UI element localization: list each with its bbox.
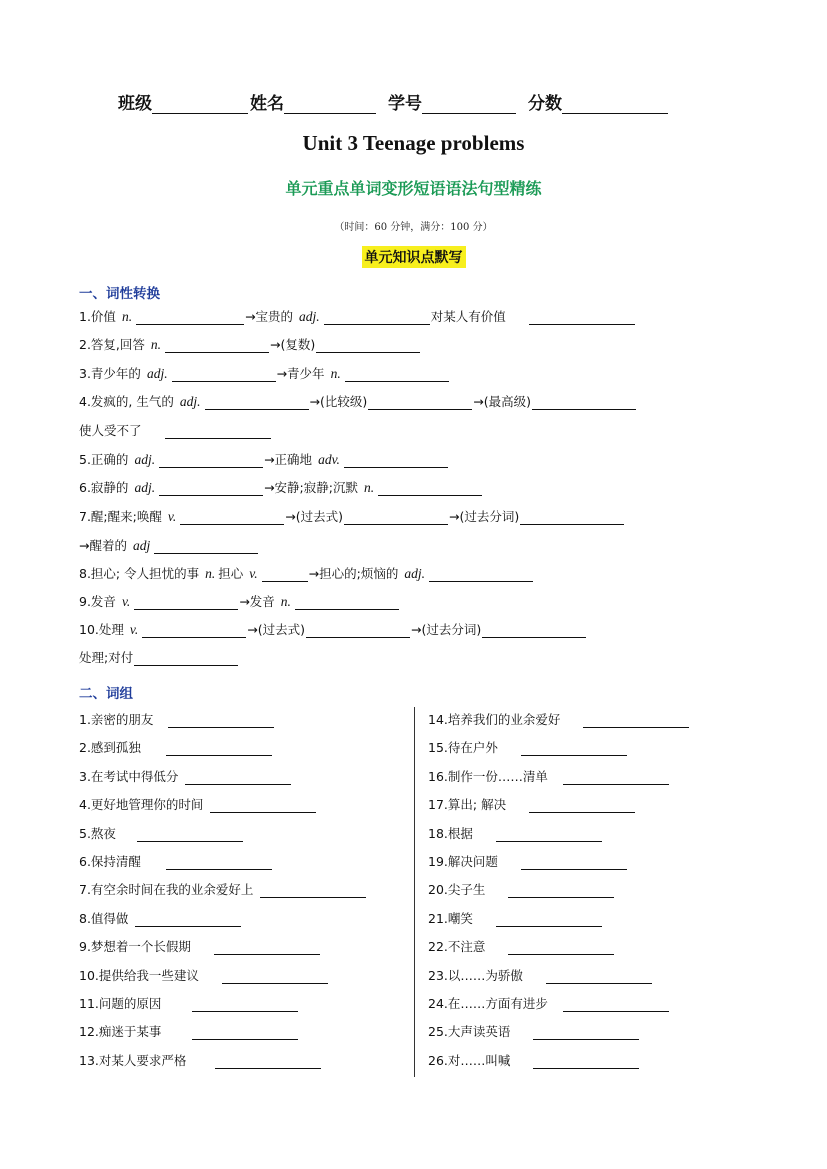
answer-blank[interactable]	[165, 338, 269, 353]
answer-blank[interactable]	[166, 741, 272, 756]
answer-blank[interactable]	[508, 940, 614, 955]
line-text: →青少年	[276, 366, 325, 381]
pos-tag: adj.	[134, 452, 156, 467]
phrase-item	[79, 736, 273, 756]
pos-tag: adj.	[146, 366, 168, 381]
student-info-row	[118, 89, 670, 114]
line-text: →(过去分词)	[411, 622, 482, 637]
line-text: →(过去式)	[247, 622, 305, 637]
answer-blank[interactable]	[142, 623, 246, 638]
phrase-text: 3.在考试中得低分	[79, 768, 179, 784]
student-number-label: 学号	[388, 94, 422, 114]
phrase-text: 6.保持清醒	[79, 854, 141, 869]
phrase-text: 22.不注意	[428, 939, 486, 955]
answer-blank[interactable]	[215, 1054, 321, 1069]
answer-blank[interactable]	[260, 883, 366, 898]
answer-blank[interactable]	[154, 539, 258, 554]
pos-tag: v.	[121, 594, 131, 609]
phrase-text: 5.熬夜	[79, 825, 116, 841]
phrase-item	[79, 1020, 299, 1040]
line-text: →(最高级)	[473, 394, 531, 409]
phrase-item	[428, 822, 603, 842]
pos-tag: v.	[249, 566, 258, 581]
phrase-text: 4.更好地管理你的时间	[79, 797, 204, 813]
answer-blank[interactable]	[185, 770, 291, 785]
answer-blank[interactable]	[159, 481, 263, 496]
phrase-item	[428, 935, 615, 955]
page-title: Unit 3 Teenage problems	[302, 131, 525, 155]
phrase-text: 26.对……叫喊	[428, 1052, 511, 1068]
pos-tag: adj	[132, 538, 151, 553]
answer-blank[interactable]	[529, 798, 635, 813]
line-text: →(过去式)	[285, 509, 343, 524]
phrase-text: 9.梦想着一个长假期	[79, 939, 191, 955]
answer-blank[interactable]	[583, 713, 689, 728]
word-form-line-3	[79, 362, 450, 382]
answer-blank[interactable]	[165, 424, 271, 439]
score-blank[interactable]	[562, 95, 668, 114]
student-number-blank[interactable]	[422, 95, 516, 114]
answer-blank[interactable]	[482, 623, 586, 638]
phrase-text: 1.亲密的朋友	[79, 712, 154, 727]
line-text: 对某人有价值	[430, 309, 506, 324]
section-banner-label: 单元知识点默写	[362, 246, 466, 268]
phrase-item	[79, 992, 299, 1012]
phrase-text: 18.根据	[428, 825, 473, 841]
word-form-line-4	[79, 390, 637, 410]
word-form-line-7b	[79, 534, 259, 554]
answer-blank[interactable]	[429, 567, 533, 582]
answer-blank[interactable]	[344, 510, 448, 525]
word-form-line-7	[79, 505, 625, 525]
phrase-text: 24.在……方面有进步	[428, 996, 548, 1011]
section-banner	[0, 246, 827, 268]
word-form-line-10	[79, 618, 587, 638]
answer-blank[interactable]	[306, 623, 410, 638]
phrase-text: 12.痴迷于某事	[79, 1024, 162, 1040]
section-word-forms-heading: 一、词性转换	[79, 286, 160, 302]
answer-blank[interactable]	[316, 338, 420, 353]
phrase-text: 20.尖子生	[428, 882, 486, 898]
phrase-text: 19.解决问题	[428, 854, 498, 869]
line-text: →(复数)	[270, 337, 316, 352]
answer-blank[interactable]	[205, 395, 309, 410]
phrase-item	[428, 992, 670, 1012]
phrase-text: 16.制作一份……清单	[428, 768, 548, 784]
phrase-text: 8.值得做	[79, 910, 129, 926]
name-field	[250, 89, 388, 114]
phrase-text: 10.提供给我一些建议	[79, 967, 199, 983]
phrase-item	[79, 878, 367, 898]
pos-tag: n.	[121, 309, 133, 324]
answer-blank[interactable]	[180, 510, 284, 525]
line-text: →安静;寂静;沉默	[264, 480, 358, 495]
phrase-item	[79, 935, 321, 955]
phrase-text: 15.待在户外	[428, 740, 498, 756]
line-text: →发音	[239, 594, 275, 609]
phrase-item	[428, 793, 636, 813]
answer-blank[interactable]	[378, 481, 482, 496]
phrase-item	[79, 850, 273, 870]
phrase-item	[428, 850, 628, 870]
pos-tag: adj.	[134, 480, 156, 495]
answer-blank[interactable]	[134, 595, 238, 610]
answer-blank[interactable]	[262, 567, 308, 582]
phrase-item	[79, 793, 317, 813]
answer-blank[interactable]	[344, 453, 448, 468]
pos-tag: adj.	[179, 394, 201, 409]
line-text: 使人受不了	[79, 423, 142, 438]
answer-blank[interactable]	[159, 453, 263, 468]
line-text: 6.寂静的	[79, 480, 129, 495]
phrase-text: 25.大声读英语	[428, 1024, 511, 1040]
answer-blank[interactable]	[533, 1054, 639, 1069]
class-blank[interactable]	[152, 95, 248, 114]
answer-blank[interactable]	[214, 940, 320, 955]
line-text: 4.发疯的, 生气的	[79, 394, 174, 409]
line-text: 3.青少年的	[79, 366, 141, 381]
score-field	[528, 89, 670, 114]
student-number-field	[388, 89, 528, 114]
class-field	[118, 89, 250, 114]
answer-blank[interactable]	[520, 510, 624, 525]
word-form-line-2	[79, 333, 421, 353]
section-phrases-heading: 二、词组	[79, 686, 133, 702]
phrase-text: 14.培养我们的业余爱好	[428, 712, 561, 727]
line-text: →(比较级)	[309, 394, 368, 409]
line-text: 7.醒;醒来;唤醒	[79, 509, 162, 524]
answer-blank[interactable]	[529, 310, 635, 325]
pos-tag: n.	[330, 366, 341, 381]
answer-blank[interactable]	[533, 1025, 639, 1040]
word-form-line-9	[79, 590, 400, 610]
line-text: 10.处理	[79, 622, 124, 637]
phrase-item	[428, 765, 670, 785]
phrase-item	[79, 708, 275, 728]
answer-blank[interactable]	[136, 310, 244, 325]
line-text: →担心的;烦恼的	[308, 566, 399, 581]
phrase-text: 11.问题的原因	[79, 996, 162, 1011]
line-text: →宝贵的	[245, 309, 294, 324]
word-form-line-6	[79, 476, 483, 496]
answer-blank[interactable]	[508, 883, 614, 898]
answer-blank[interactable]	[563, 770, 669, 785]
phrase-item	[428, 907, 603, 927]
phrase-item	[428, 964, 653, 984]
answer-blank[interactable]	[324, 310, 430, 325]
phrase-item	[79, 765, 292, 785]
name-label: 姓名	[250, 94, 284, 114]
phrase-item	[79, 1049, 322, 1069]
pos-tag: n.	[150, 337, 162, 352]
phrase-item	[428, 708, 690, 728]
phrase-text: 7.有空余时间在我的业余爱好上	[79, 882, 254, 898]
answer-blank[interactable]	[521, 855, 627, 870]
phrase-item	[79, 907, 242, 927]
answer-blank[interactable]	[345, 367, 449, 382]
answer-blank[interactable]	[496, 912, 602, 927]
answer-blank[interactable]	[222, 969, 328, 984]
line-text: →醒着的	[79, 538, 127, 553]
phrase-item	[428, 1049, 640, 1069]
line-text: →正确地	[264, 452, 313, 467]
line-text: 1.价值	[79, 309, 116, 324]
line-text: →(过去分词)	[448, 509, 520, 524]
pos-tag: n.	[205, 566, 216, 581]
pos-tag: n.	[280, 594, 291, 609]
answer-blank[interactable]	[532, 395, 636, 410]
word-form-line-1	[79, 305, 636, 325]
answer-blank[interactable]	[521, 741, 627, 756]
line-text: 5.正确的	[79, 452, 129, 467]
name-blank[interactable]	[284, 95, 376, 114]
pos-tag: v.	[129, 622, 139, 637]
answer-blank[interactable]	[546, 969, 652, 984]
pos-tag: v.	[167, 509, 177, 524]
phrase-item	[428, 878, 615, 898]
phrase-item	[79, 964, 329, 984]
phrase-text: 17.算出; 解决	[428, 797, 507, 813]
word-form-line-10b	[79, 646, 239, 666]
score-label: 分数	[528, 94, 562, 114]
time-note: （时间：60 分钟，满分：100 分）	[334, 222, 493, 233]
pos-tag: adj.	[404, 566, 425, 581]
answer-blank[interactable]	[134, 651, 238, 666]
answer-blank[interactable]	[135, 912, 241, 927]
class-label: 班级	[118, 94, 152, 114]
answer-blank[interactable]	[192, 997, 298, 1012]
answer-blank[interactable]	[368, 395, 472, 410]
answer-blank[interactable]	[563, 997, 669, 1012]
pos-tag: n.	[363, 480, 375, 495]
phrase-item	[79, 822, 244, 842]
pos-tag: adv.	[318, 452, 340, 467]
phrase-item	[428, 1020, 640, 1040]
line-text: 8.担心; 令人担忧的事	[79, 566, 200, 581]
word-form-line-4b	[79, 419, 272, 439]
phrase-item	[428, 736, 628, 756]
answer-blank[interactable]	[166, 855, 272, 870]
pos-tag: adj.	[299, 309, 320, 324]
column-divider	[414, 707, 415, 1077]
answer-blank[interactable]	[295, 595, 399, 610]
phrase-text: 2.感到孤独	[79, 740, 141, 756]
line-text: 2.答复,回答	[79, 337, 145, 352]
page-subtitle: 单元重点单词变形短语语法句型精练	[285, 179, 542, 198]
line-text: 担心	[218, 566, 244, 581]
answer-blank[interactable]	[210, 798, 316, 813]
answer-blank[interactable]	[168, 713, 274, 728]
phrase-text: 23.以……为骄傲	[428, 967, 523, 983]
line-text: 处理;对付	[79, 650, 134, 665]
word-form-line-8	[79, 562, 534, 582]
answer-blank[interactable]	[172, 367, 276, 382]
answer-blank[interactable]	[192, 1025, 298, 1040]
phrase-text: 21.嘲笑	[428, 910, 473, 926]
word-form-line-5	[79, 448, 449, 468]
answer-blank[interactable]	[137, 827, 243, 842]
line-text: 9.发音	[79, 594, 116, 609]
answer-blank[interactable]	[496, 827, 602, 842]
phrase-text: 13.对某人要求严格	[79, 1052, 187, 1068]
